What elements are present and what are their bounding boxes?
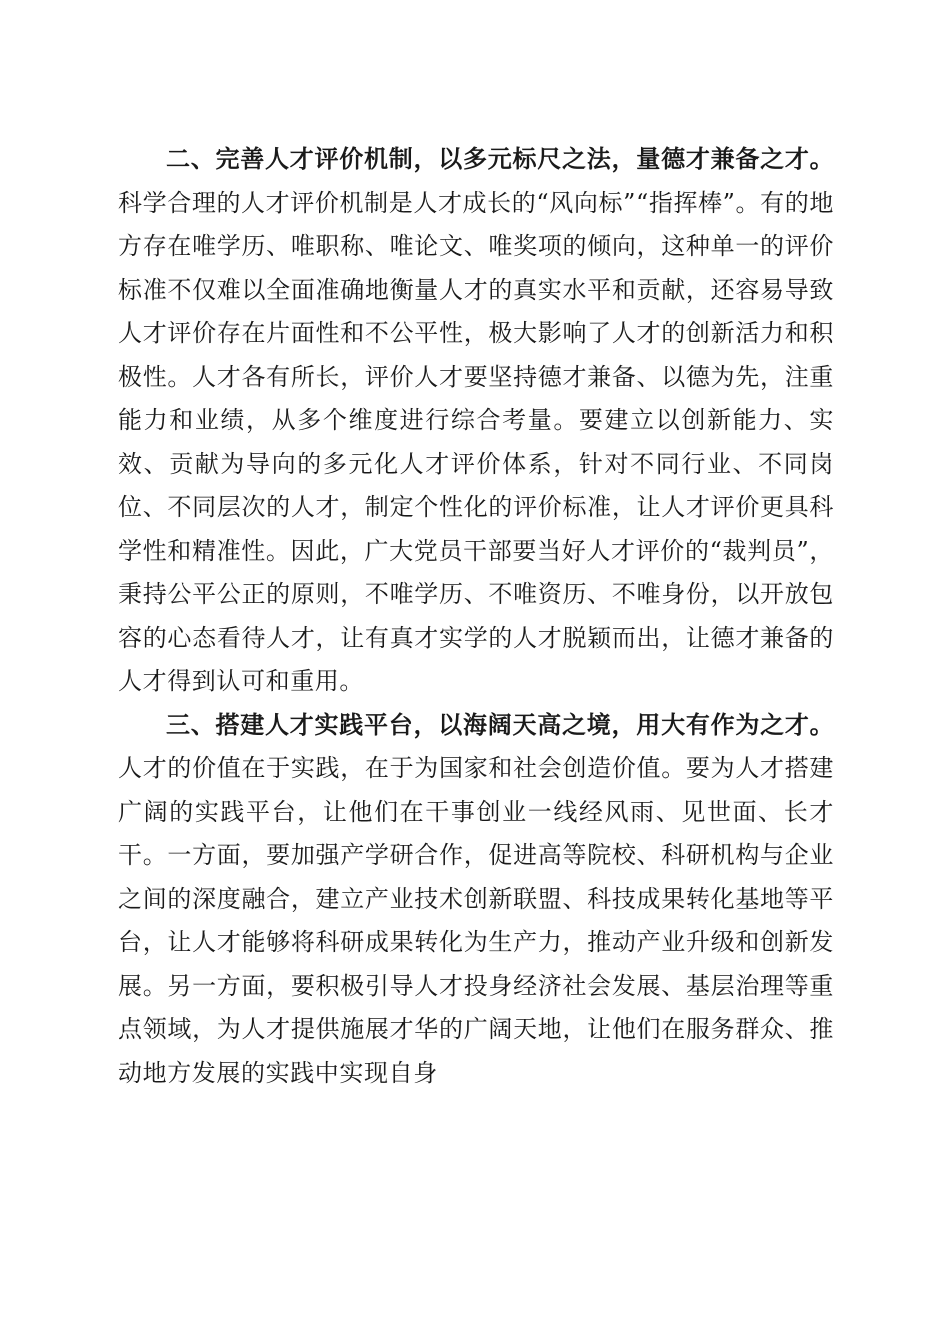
paragraph-heading-talent-practice-platform: 三、搭建人才实践平台，以海阔天高之境，用大有作为之才。 bbox=[166, 710, 834, 739]
paragraph-heading-talent-evaluation: 二、完善人才评价机制，以多元标尺之法，量德才兼备之才。 bbox=[166, 145, 834, 173]
paragraph-talent-evaluation bbox=[118, 138, 834, 704]
paragraph-body-talent-evaluation: 科学合理的人才评价机制是人才成长的“风向标”“指挥棒”。有的地方存在唯学历、唯职称、唯论文、唯奖项的倾向，这种单一的评价标准不仅难以全面准确地衡量人才的真实水平和贡献，还容易导致人才评价存在片面性和不公平性，极大影响了人才的创新活力和积极性。人才各有所长，评价人才要坚持德才兼备、以德为先，注重能力和业绩，从多个维度进行综合考量。要建立以创新能力、实效、贡献为导向的多元化人才评价体系，针对不同行业、不同岗位、不同层次的人才，制定个性化的评价标准，让人才评价更具科学性和精准性。因此，广大党员干部要当好人才评价的“裁判员”，秉持公平公正的原则，不唯学历、不唯资历、不唯身份，以开放包容的心态看待人才，让有真才实学的人才脱颖而出，让德才兼备的人才得到认可和重用。 bbox=[118, 188, 834, 695]
paragraph-talent-practice-platform bbox=[118, 704, 834, 1096]
document-body bbox=[118, 138, 834, 1095]
paragraph-body-talent-practice-platform: 人才的价值在于实践，在于为国家和社会创造价值。要为人才搭建广阔的实践平台，让他们在干事创业一线经风雨、见世面、长才干。一方面，要加强产学研合作，促进高等院校、科研机构与企业之间的深度融合，建立产业技术创新联盟、科技成果转化基地等平台，让人才能够将科研成果转化为生产力，推动产业升级和创新发展。另一方面，要积极引导人才投身经济社会发展、基层治理等重点领域，为人才提供施展才华的广阔天地，让他们在服务群众、推动地方发展的实践中实现自身 bbox=[118, 754, 834, 1087]
